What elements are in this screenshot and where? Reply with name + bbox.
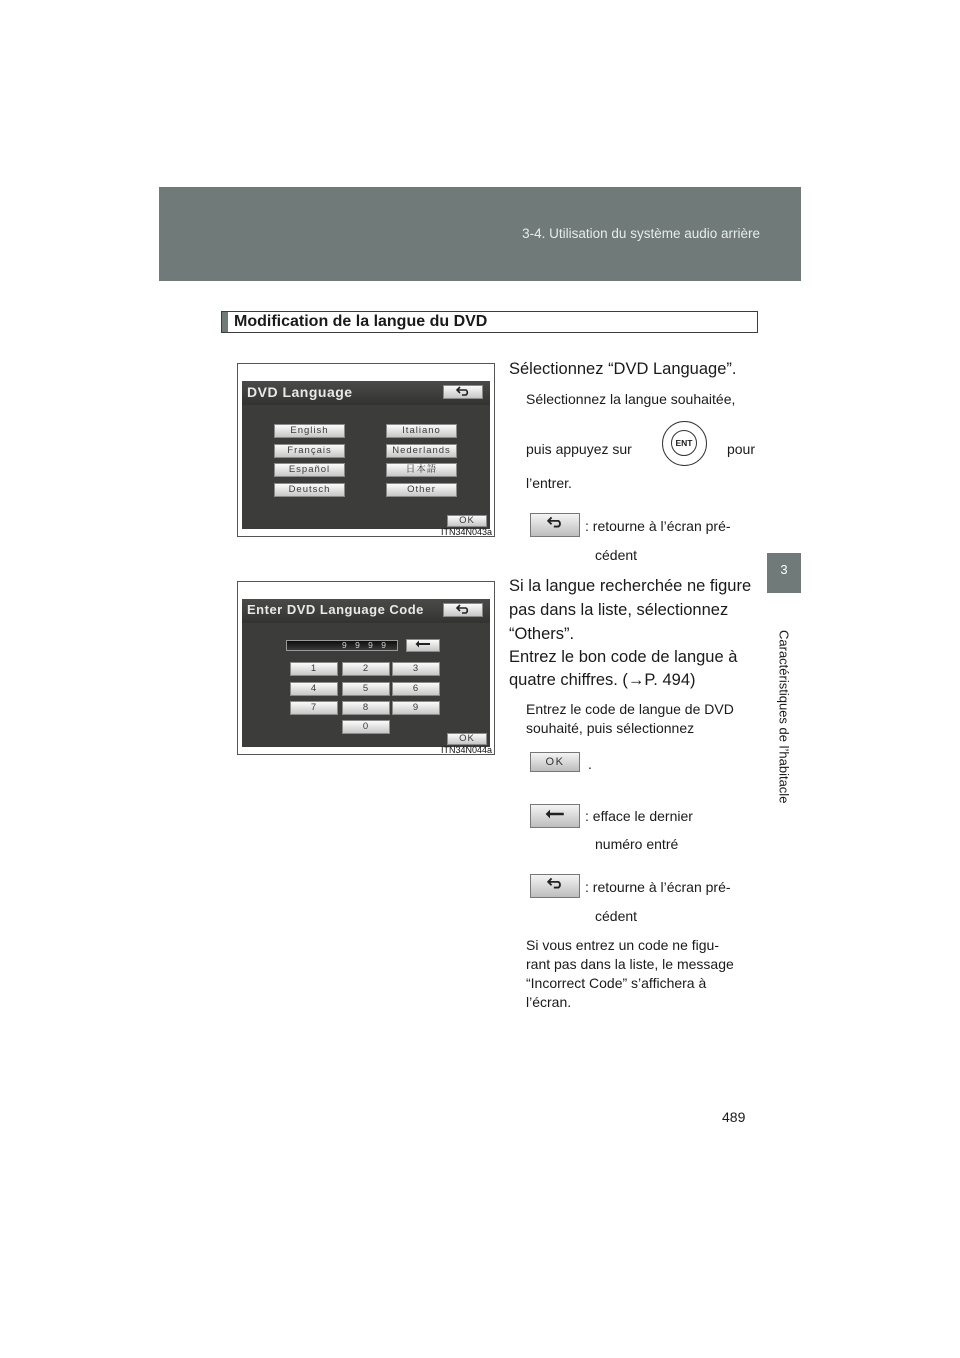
lang-button-japanese[interactable]: 日本語 xyxy=(386,463,457,477)
section-title: Modification de la langue du DVD xyxy=(234,313,488,330)
return-icon xyxy=(456,386,470,396)
step1-heading: Sélectionnez “DVD Language”. xyxy=(509,360,737,378)
ok-button[interactable]: OK xyxy=(447,515,487,527)
return-icon xyxy=(456,604,470,614)
step2-para-line2: pas dans la liste, sélectionnez xyxy=(509,601,729,619)
lang-button-other[interactable]: Other xyxy=(386,483,457,497)
key-9[interactable]: 9 xyxy=(392,701,440,715)
step2-para-line4: Entrez le bon code de langue à xyxy=(509,648,738,666)
return-icon xyxy=(547,516,563,528)
ent-button[interactable] xyxy=(662,421,707,466)
step2-period: . xyxy=(588,756,592,772)
lang-button-deutsch[interactable]: Deutsch xyxy=(274,483,345,497)
breadcrumb: 3-4. Utilisation du système audio arrière xyxy=(522,226,760,241)
step2-para-line1: Si la langue recherchée ne figure xyxy=(509,577,752,595)
back-button-illustration xyxy=(530,513,580,537)
code-display: 9 9 9 9 xyxy=(286,640,398,651)
key-5[interactable]: 5 xyxy=(342,682,390,696)
lang-button-italiano[interactable]: Italiano xyxy=(386,424,457,438)
step1-line2 xyxy=(526,441,755,457)
section-title-bar xyxy=(222,312,228,332)
screen-title: DVD Language xyxy=(247,384,353,400)
delete-button-illustration xyxy=(530,804,580,828)
key-2[interactable]: 2 xyxy=(342,662,390,676)
chapter-number: 3 xyxy=(780,562,788,577)
step1-back-desc-1: : retourne à l’écran pré- xyxy=(585,518,731,534)
step2-del-desc-1: : efface le dernier xyxy=(585,808,693,824)
lang-button-english[interactable]: English xyxy=(274,424,345,438)
step2-back-desc-1: : retourne à l’écran pré- xyxy=(585,879,731,895)
step1-line2-start: puis appuyez sur xyxy=(526,441,632,457)
ok-button-illustration: OK xyxy=(530,752,580,772)
return-icon xyxy=(547,877,563,889)
ok-button[interactable]: OK xyxy=(447,733,487,745)
left-arrow-icon xyxy=(415,640,431,648)
step2-sub-line1: Entrez le code de langue de DVD xyxy=(526,701,734,717)
dvd-language-screen xyxy=(242,381,490,529)
lang-button-francais[interactable]: Français xyxy=(274,444,345,458)
key-7[interactable]: 7 xyxy=(290,701,338,715)
note-line1: Si vous entrez un code ne figu- xyxy=(526,937,720,953)
screenshot-enter-code xyxy=(237,581,495,755)
step1-line2-end: pour xyxy=(726,441,755,457)
step2-para-line3: “Others”. xyxy=(509,625,575,643)
screen-title: Enter DVD Language Code xyxy=(247,602,424,617)
chapter-label: Caractéristiques de l’habitacle xyxy=(776,630,792,804)
step2-back-desc-2: cédent xyxy=(595,908,638,924)
step1-line1: Sélectionnez la langue souhaitée, xyxy=(526,391,736,407)
step2-sub-line2: souhaité, puis sélectionnez xyxy=(526,720,695,736)
screenshot-dvd-language xyxy=(237,363,495,537)
key-6[interactable]: 6 xyxy=(392,682,440,696)
left-arrow-icon xyxy=(544,809,566,819)
page-number: 489 xyxy=(722,1109,746,1125)
enter-code-screen xyxy=(242,599,490,747)
back-button[interactable] xyxy=(443,603,483,617)
lang-button-nederlands[interactable]: Nederlands xyxy=(386,444,457,458)
key-4[interactable]: 4 xyxy=(290,682,338,696)
step2-para-line5: quatre chiffres. (→P. 494) xyxy=(509,671,696,689)
image-code: ITN34N043a xyxy=(441,527,493,537)
image-code: ITN34N044a xyxy=(441,745,493,755)
key-1[interactable]: 1 xyxy=(290,662,338,676)
step1-line3: l’entrer. xyxy=(526,475,572,491)
step2-del-desc-2: numéro entré xyxy=(595,836,679,852)
key-3[interactable]: 3 xyxy=(392,662,440,676)
note-line2: rant pas dans la liste, le message xyxy=(526,956,734,972)
note-line3: “Incorrect Code” s’affichera à xyxy=(526,975,707,991)
key-8[interactable]: 8 xyxy=(342,701,390,715)
step1-back-desc-2: cédent xyxy=(595,547,638,563)
back-button[interactable] xyxy=(443,385,483,399)
ent-label: ENT xyxy=(671,430,697,456)
delete-button[interactable] xyxy=(406,639,440,652)
back-button-illustration xyxy=(530,874,580,898)
lang-button-espanol[interactable]: Español xyxy=(274,463,345,477)
key-0[interactable]: 0 xyxy=(342,720,390,734)
section-title-box xyxy=(221,311,758,333)
note-line4: l’écran. xyxy=(526,994,572,1010)
